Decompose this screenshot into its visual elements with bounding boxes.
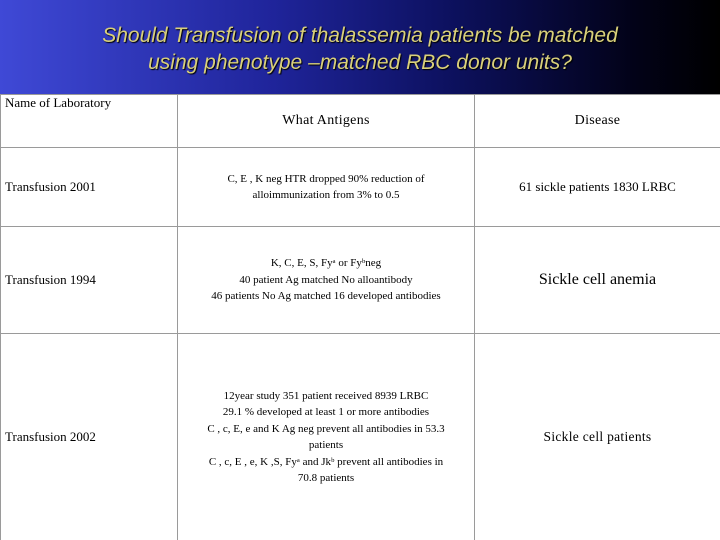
table-row xyxy=(1,227,720,334)
disease-cell: Sickle cell anemia xyxy=(475,227,720,334)
antigens-cell xyxy=(178,334,475,540)
title-bar xyxy=(0,0,720,94)
antigens-line: C , c, E , e, K ,S, Fyᵃ and Jkᵇ prevent all antibodies in xyxy=(208,455,444,468)
antigens-line: 12year study 351 patient received 8939 LRBC xyxy=(223,389,429,402)
antigens-cell xyxy=(178,148,475,227)
header-antigens: What Antigens xyxy=(178,95,475,148)
antigens-line: patients xyxy=(308,439,344,451)
antigens-line: C , c, E, e and K Ag neg prevent all antibodies in 53.3 xyxy=(207,422,445,435)
antigens-line: 46 patients No Ag matched 16 developed antibodies xyxy=(211,290,441,303)
lab-cell: Transfusion 1994 xyxy=(1,227,178,334)
antigens-line: 40 patient Ag matched No alloantibody xyxy=(239,273,413,286)
title-line-1: Should Transfusion of thalassemia patients be matched xyxy=(102,24,618,47)
antigens-cell xyxy=(178,227,475,334)
header-lab: Name of Laboratory xyxy=(1,95,178,148)
table-row xyxy=(1,334,720,540)
slide-title xyxy=(50,18,670,76)
antigens-line: 70.8 patients xyxy=(297,472,355,484)
antigens-line: C, E , K neg HTR dropped 90% reduction of xyxy=(227,172,425,185)
lab-cell: Transfusion 2001 xyxy=(1,148,178,227)
data-table xyxy=(0,94,720,540)
antigens-line: 29.1 % developed at least 1 or more antibodies xyxy=(222,406,430,418)
disease-cell: Sickle cell patients xyxy=(475,334,720,540)
disease-cell: 61 sickle patients 1830 LRBC xyxy=(475,148,720,227)
table-header-row xyxy=(1,95,720,148)
title-line-2: using phenotype –matched RBC donor units? xyxy=(148,51,572,74)
lab-cell: Transfusion 2002 xyxy=(1,334,178,540)
table-row xyxy=(1,148,720,227)
antigens-line: alloimmunization from 3% to 0.5 xyxy=(252,189,400,201)
header-disease: Disease xyxy=(475,95,720,148)
antigens-line: K, C, E, S, Fyᵃ or Fyᵇneg xyxy=(270,257,382,270)
